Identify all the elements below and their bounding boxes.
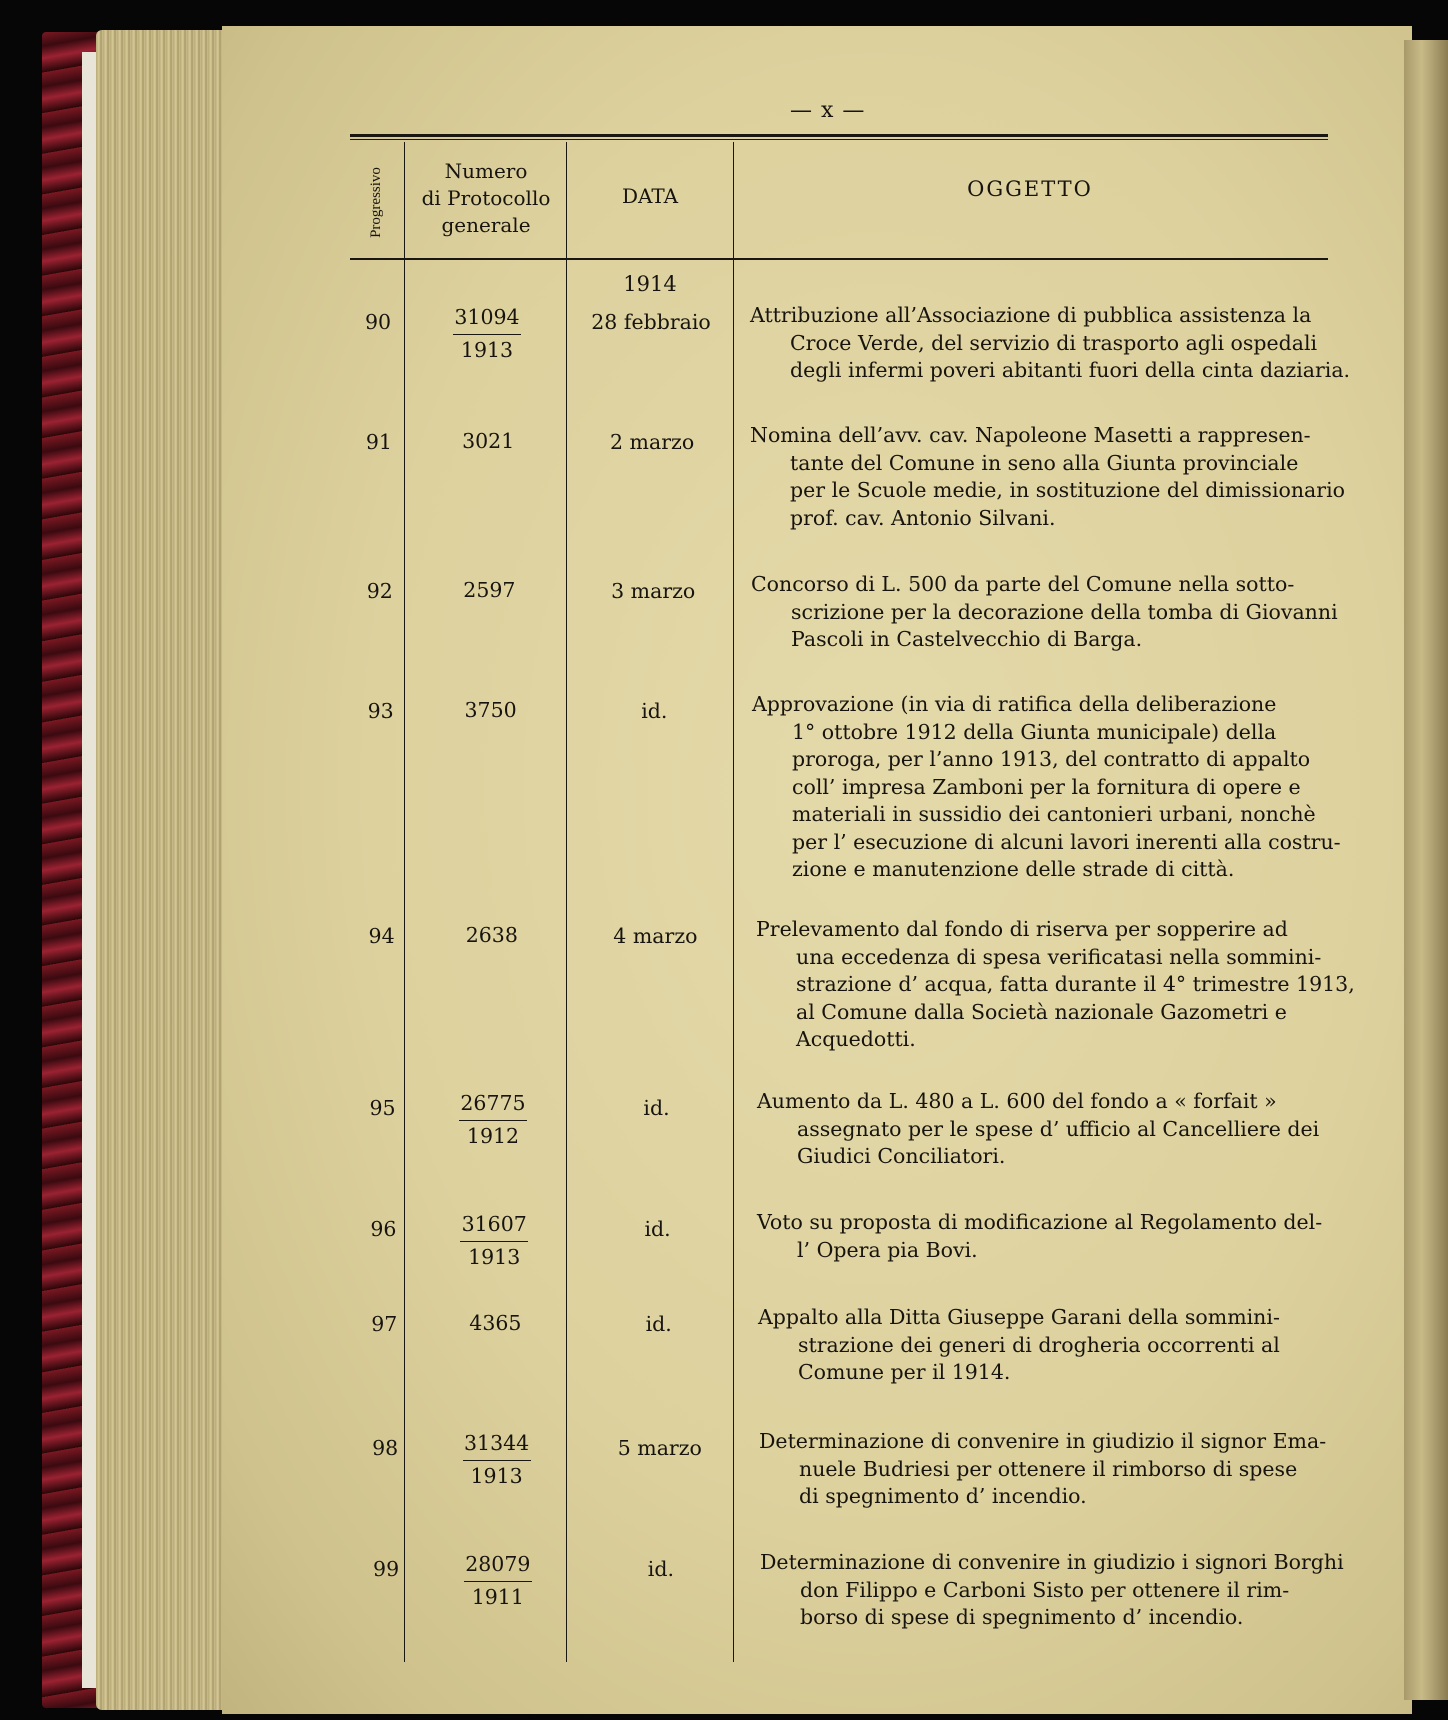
fraction-bar xyxy=(464,1581,532,1582)
protocol-value: 31607 xyxy=(461,1212,527,1236)
object-line: assegnato per le spese d’ ufficio al Cancelliere dei xyxy=(797,1116,1320,1141)
fraction-bar xyxy=(460,1241,528,1242)
protocol-number xyxy=(460,1310,530,1336)
entry-date: 4 marzo xyxy=(613,924,698,948)
protocol-value: 28079 xyxy=(465,1552,531,1576)
object-line: al Comune dalla Società nazionale Gazometri e xyxy=(796,999,1287,1024)
entry-number: 96 xyxy=(370,1217,397,1241)
object-line: materiali in sussidio dei cantonieri urbani, nonchè xyxy=(792,802,1316,826)
object-line: di spegnimento d’ incendio. xyxy=(799,1484,1087,1508)
page-stack xyxy=(96,30,236,1710)
object-line: proroga, per l’anno 1913, del contratto di appalto xyxy=(792,747,1311,771)
entry-date: 3 marzo xyxy=(611,579,696,603)
header-progressivo: Progressivo xyxy=(367,166,384,238)
protocol-value: 2638 xyxy=(465,923,518,947)
object-line: Pascoli in Castelvecchio di Barga. xyxy=(791,627,1143,651)
object-line: prof. cav. Antonio Silvani. xyxy=(790,505,1056,530)
object-line: coll’ impresa Zamboni per la fornitura di opere e xyxy=(792,774,1301,799)
object-line: l’ Opera pia Bovi. xyxy=(797,1237,978,1262)
entry-object xyxy=(750,422,1345,532)
protocol-number xyxy=(462,1430,532,1489)
protocol-number xyxy=(452,304,522,363)
object-line: scrizione per la decorazione della tomba di Giovanni xyxy=(791,599,1338,624)
object-line: Giudici Conciliatori. xyxy=(797,1144,1006,1168)
entry-number: 99 xyxy=(373,1557,400,1581)
entry-number: 91 xyxy=(365,430,392,454)
object-line: Aumento da L. 480 a L. 600 del fondo a « forfait » xyxy=(757,1089,1277,1113)
entry-number: 95 xyxy=(369,1096,396,1120)
entry-object xyxy=(751,571,1341,654)
object-line: tante del Comune in seno alla Giunta provinciale xyxy=(790,450,1299,475)
entry-number: 94 xyxy=(368,924,395,948)
object-line: Nomina dell’avv. cav. Napoleone Masetti a rappresen- xyxy=(750,423,1311,447)
entry-date: 28 febbraio xyxy=(591,310,711,334)
entry-date: 5 marzo xyxy=(617,1436,702,1460)
object-line: Determinazione di convenire in giudizio i signori Borghi xyxy=(760,1550,1344,1574)
protocol-number xyxy=(453,428,523,454)
protocol-value: 3750 xyxy=(464,698,517,722)
protocol-number xyxy=(456,697,526,723)
object-line: Approvazione (in via di ratifica della deliberazione xyxy=(752,692,1277,716)
table-top-rule xyxy=(350,134,1328,140)
protocol-value: 31094 xyxy=(454,305,520,329)
protocol-value: 26775 xyxy=(460,1091,526,1115)
header-protocollo: Numero di Protocollo generale xyxy=(421,159,551,237)
object-line: Comune per il 1914. xyxy=(798,1360,1011,1384)
object-line: nuele Budriesi per ottenere il rimborso di spese xyxy=(799,1456,1298,1481)
entry-number: 93 xyxy=(367,699,394,723)
protocol-number xyxy=(459,1211,529,1270)
object-line: Prelevamento dal fondo di riserva per sopperire ad xyxy=(756,917,1288,941)
object-line: don Filippo e Carboni Sisto per ottenere il rim- xyxy=(800,1577,1290,1602)
entry-date: id. xyxy=(647,1557,674,1581)
entry-object xyxy=(750,302,1351,385)
object-line: Concorso di L. 500 da parte del Comune nella sotto- xyxy=(751,572,1295,596)
object-line: una eccedenza di spesa verificatasi nella sommini- xyxy=(796,944,1322,969)
entry-date: id. xyxy=(645,1312,672,1336)
fraction-bar xyxy=(459,1120,527,1121)
entry-number: 92 xyxy=(366,579,393,603)
column-divider xyxy=(566,142,567,1662)
object-line: borso di spese di spegnimento d’ incendio. xyxy=(800,1605,1244,1629)
entry-object xyxy=(757,1088,1347,1171)
protocol-value: 2597 xyxy=(463,578,516,602)
object-line: Acquedotti. xyxy=(796,1027,916,1051)
object-line: Appalto alla Ditta Giuseppe Garani della sommini- xyxy=(758,1305,1280,1329)
entry-object xyxy=(758,1304,1348,1387)
entry-object xyxy=(752,691,1342,884)
object-line: per le Scuole medie, in sostituzione del dimissionario xyxy=(790,478,1345,502)
protocol-year: 1913 xyxy=(470,1464,523,1488)
entry-object xyxy=(759,1428,1349,1511)
object-line: zione e manutenzione delle strade di città. xyxy=(792,857,1235,881)
object-line: strazione d’ acqua, fatta durante il 4° trimestre 1913, xyxy=(796,972,1355,996)
entry-date: id. xyxy=(641,699,668,723)
header-bottom-rule xyxy=(350,258,1328,260)
protocol-number xyxy=(463,1551,533,1610)
year-label: 1914 xyxy=(623,272,677,296)
protocol-number xyxy=(458,1090,528,1149)
header-data: DATA xyxy=(621,184,679,208)
protocol-value: 4365 xyxy=(469,1311,522,1335)
object-line: strazione dei generi di drogheria occorrenti al xyxy=(798,1332,1280,1357)
entry-object xyxy=(757,1209,1347,1264)
object-line: per l’ esecuzione di alcuni lavori inerenti alla costru- xyxy=(792,829,1341,854)
object-line: Croce Verde, del servizio di trasporto agli ospedali xyxy=(790,330,1318,355)
protocol-year: 1912 xyxy=(466,1124,520,1148)
object-line: Attribuzione all’Associazione di pubblica assistenza la xyxy=(750,303,1312,327)
object-line: degli infermi poveri abitanti fuori della cinta daziaria. xyxy=(790,358,1351,382)
object-line: 1° ottobre 1912 della Giunta municipale) della xyxy=(792,719,1277,744)
protocol-year: 1913 xyxy=(468,1245,521,1269)
page-number: — x — xyxy=(790,98,866,123)
object-line: Voto su proposta di modificazione al Regolamento del- xyxy=(757,1210,1323,1234)
entry-date: id. xyxy=(644,1217,671,1241)
protocol-year: 1913 xyxy=(460,338,514,362)
entry-object xyxy=(760,1549,1350,1632)
entry-number: 97 xyxy=(371,1312,398,1336)
protocol-number xyxy=(457,922,527,948)
entry-date: id. xyxy=(643,1096,670,1120)
protocol-year: 1911 xyxy=(471,1585,524,1609)
entry-object xyxy=(756,916,1355,1054)
facing-page-edge xyxy=(1404,40,1448,1700)
protocol-number xyxy=(454,577,524,603)
entry-number: 90 xyxy=(364,310,392,334)
object-line: Determinazione di convenire in giudizio il signor Ema- xyxy=(759,1429,1327,1453)
protocol-value: 31344 xyxy=(463,1431,530,1455)
fraction-bar xyxy=(453,334,521,335)
fraction-bar xyxy=(463,1460,531,1461)
header-oggetto: OGGETTO xyxy=(967,177,1093,201)
protocol-value: 3021 xyxy=(462,429,515,453)
entry-date: 2 marzo xyxy=(610,430,695,454)
entry-number: 98 xyxy=(372,1436,399,1460)
